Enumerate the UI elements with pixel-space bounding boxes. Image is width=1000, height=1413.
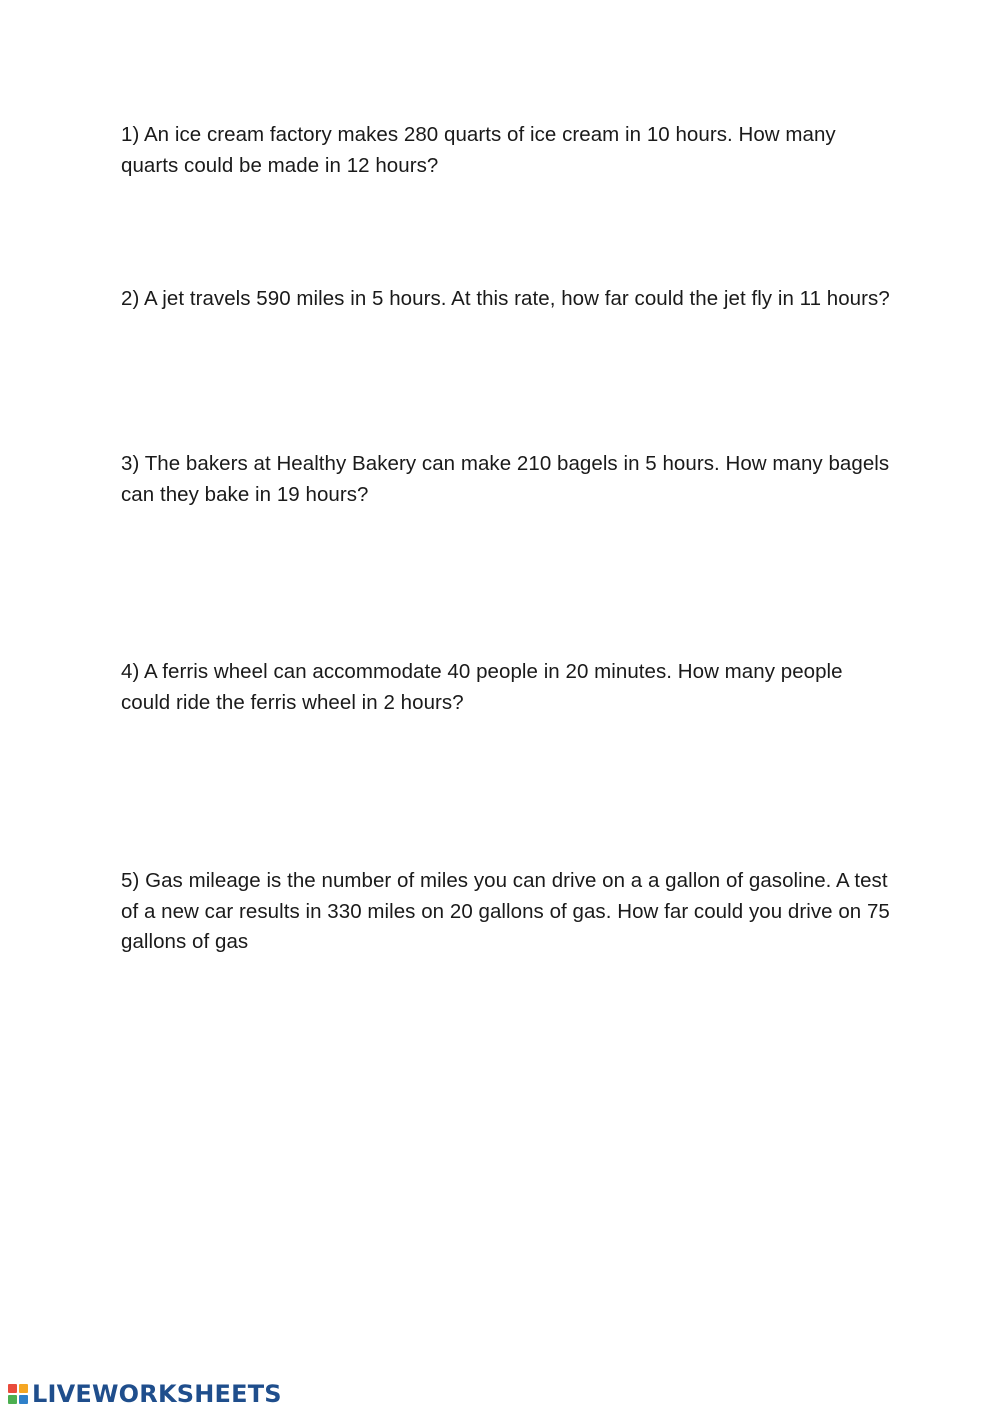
logo-square-4: [19, 1395, 28, 1404]
brand-name: LIVEWORKSHEETS: [32, 1380, 282, 1408]
problem-2-text: 2) A jet travels 590 miles in 5 hours. At this rate, how far could the jet fly in 11 hours?: [121, 287, 890, 310]
problem-1-text: 1) An ice cream factory makes 280 quarts of ice cream in 10 hours. How many quarts could be made in 12 hours?: [121, 123, 836, 177]
problem-4-text: 4) A ferris wheel can accommodate 40 people in 20 minutes. How many people could ride the ferris wheel in 2 hours?: [121, 660, 843, 714]
logo-square-1: [8, 1384, 17, 1393]
problem-5-text: 5) Gas mileage is the number of miles you can drive on a a gallon of gasoline. A test of a new car results in 330 miles on 20 gallons of gas. How far could you drive on 75 gallons of gas: [121, 869, 890, 953]
liveworksheets-brand: [8, 1380, 282, 1408]
problem-3-text: 3) The bakers at Healthy Bakery can make 210 bagels in 5 hours. How many bagels can they bake in 19 hours?: [121, 452, 890, 506]
logo-square-3: [8, 1395, 17, 1404]
logo-square-2: [19, 1384, 28, 1393]
liveworksheets-logo-icon: [8, 1384, 28, 1404]
